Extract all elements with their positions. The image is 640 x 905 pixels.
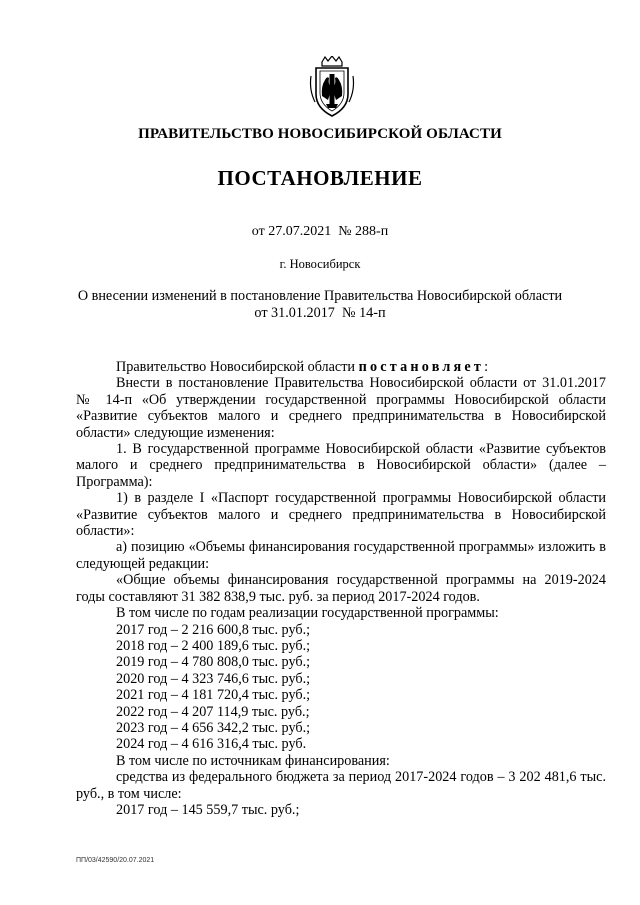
resolve-word: постановляет: [358, 359, 485, 375]
resolve-prefix: Правительство Новосибирской области: [116, 359, 359, 375]
funding-year-line: 2023 год – 4 656 342,2 тыс. руб.;: [116, 719, 311, 736]
funding-year-line: 2019 год – 4 780 808,0 тыс. руб.;: [116, 654, 311, 671]
document-date-number: от 27.07.2021 № 288-п: [251, 224, 389, 239]
body-paragraph: 1) в разделе I «Паспорт государственной программы Новосибирской области «Развитие субъектов малого и среднего предпринимательства в Новосибирской области»:: [76, 490, 606, 540]
document-type: ПОСТАНОВЛЕНИЕ: [217, 166, 423, 190]
resolve-suffix: :: [484, 359, 489, 375]
body-paragraph: а) позицию «Объемы финансирования государственной программы» изложить в следующей редакции:: [76, 539, 606, 572]
body-paragraph: «Общие объемы финансирования государственной программы на 2019-2024 годы составляют 31 382 838,9 тыс. руб. за период 2017-2024 годов.: [76, 572, 606, 605]
funding-year-line: 2024 год – 4 616 316,4 тыс. руб.: [116, 736, 307, 753]
funding-year-line: 2021 год – 4 181 720,4 тыс. руб.;: [116, 687, 311, 704]
funding-year-line: 2017 год – 145 559,7 тыс. руб.;: [116, 801, 300, 818]
body-paragraph: средства из федерального бюджета за период 2017-2024 годов – 3 202 481,6 тыс. руб., в том числе:: [76, 769, 606, 802]
subject-line-2: от 31.01.2017 № 14-п: [254, 305, 386, 321]
document-body: [76, 359, 606, 818]
resolve-paragraph: [76, 359, 606, 375]
funding-year-line: 2017 год – 2 216 600,8 тыс. руб.;: [116, 621, 311, 638]
novosibirsk-coat-of-arms-icon: [308, 56, 356, 118]
body-paragraph: Внести в постановление Правительства Новосибирской области от 31.01.2017 № 14-п «Об утверждении государственной программы Новосибирской области «Развитие субъектов малого и среднего предпринимательства в Новосибирской области» следующие изменения:: [76, 375, 606, 441]
document-subject: [0, 288, 640, 322]
body-paragraph: В том числе по источникам финансирования:: [116, 752, 390, 769]
government-name: ПРАВИТЕЛЬСТВО НОВОСИБИРСКОЙ ОБЛАСТИ: [138, 126, 502, 142]
document-city: г. Новосибирск: [279, 257, 361, 271]
subject-line-1: О внесении изменений в постановление Правительства Новосибирской области: [77, 288, 563, 304]
document-footer-code: ПП/03/42590/20.07.2021: [76, 857, 155, 864]
body-paragraph: В том числе по годам реализации государственной программы:: [116, 605, 499, 622]
funding-year-line: 2018 год – 2 400 189,6 тыс. руб.;: [116, 637, 311, 654]
funding-year-line: 2020 год – 4 323 746,6 тыс. руб.;: [116, 670, 311, 687]
body-paragraph: 1. В государственной программе Новосибирской области «Развитие субъектов малого и среднего предпринимательства в Новосибирской области» (далее – Программа):: [76, 441, 606, 490]
funding-year-line: 2022 год – 4 207 114,9 тыс. руб.;: [116, 703, 310, 720]
